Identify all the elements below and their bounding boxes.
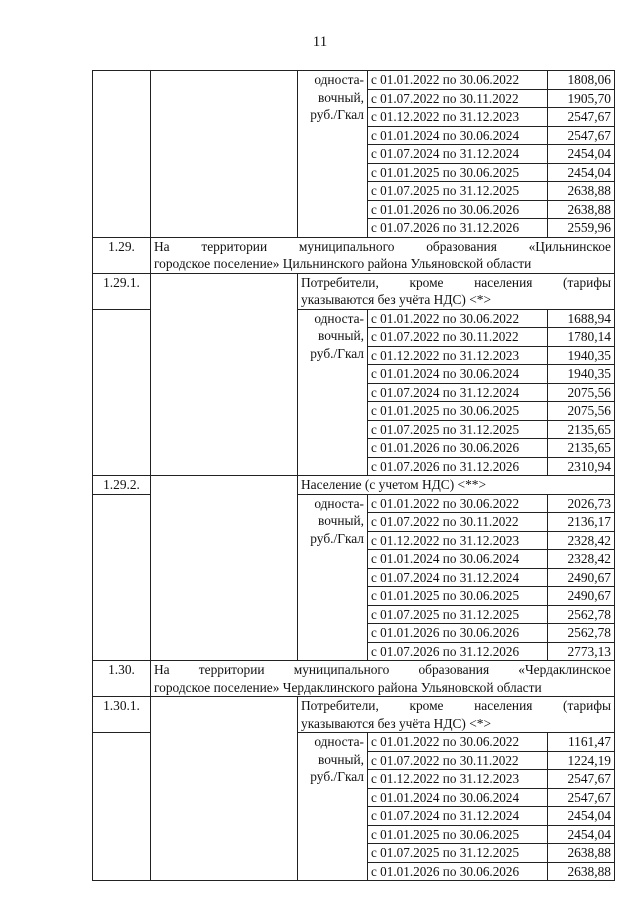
period-cell: с 01.07.2024 по 31.12.2024 — [368, 383, 548, 402]
tariff-value: 2454,04 — [548, 145, 615, 164]
tariff-row — [93, 71, 615, 90]
tariff-value: 1905,70 — [548, 89, 615, 108]
unit-label-line: вочный, — [318, 751, 364, 767]
unit-label-line: руб./Гкал — [310, 530, 364, 546]
consumer-cell — [298, 476, 615, 495]
tariff-value: 2562,78 — [548, 624, 615, 643]
period-cell: с 01.07.2026 по 31.12.2026 — [368, 457, 548, 476]
unit-label-line: руб./Гкал — [310, 345, 364, 361]
tariff-value: 2490,67 — [548, 568, 615, 587]
tariff-table-body — [93, 71, 615, 881]
period-cell: с 01.01.2026 по 30.06.2026 — [368, 624, 548, 643]
tariff-value: 2638,88 — [548, 200, 615, 219]
tariff-value: 1808,06 — [548, 71, 615, 90]
period-cell: с 01.01.2024 по 30.06.2024 — [368, 550, 548, 569]
period-cell: с 01.01.2025 по 30.06.2025 — [368, 825, 548, 844]
consumer-row — [93, 273, 615, 309]
unit-label-line: руб./Гкал — [310, 769, 364, 784]
consumer-line: Потребители, кроме населения (тарифы — [301, 274, 611, 290]
period-cell: с 01.07.2025 по 31.12.2025 — [368, 420, 548, 439]
period-cell: с 01.12.2022 по 31.12.2023 — [368, 108, 548, 127]
period-cell: с 01.07.2025 по 31.12.2025 — [368, 844, 548, 863]
empty-cell — [151, 476, 298, 661]
tariff-value: 1224,19 — [548, 751, 615, 770]
tariff-value: 2454,04 — [548, 163, 615, 182]
period-cell: с 01.07.2026 по 31.12.2026 — [368, 642, 548, 661]
unit-label-line: односта- — [314, 495, 364, 511]
item-number: 1.29.2. — [93, 476, 151, 495]
period-cell: с 01.12.2022 по 31.12.2023 — [368, 770, 548, 789]
consumer-cell — [298, 697, 615, 733]
tariff-value: 2547,67 — [548, 126, 615, 145]
tariff-value: 2135,65 — [548, 439, 615, 458]
tariff-value: 2562,78 — [548, 605, 615, 624]
tariff-value: 2310,94 — [548, 457, 615, 476]
consumer-cell — [298, 273, 615, 309]
tariff-value: 2328,42 — [548, 550, 615, 569]
period-cell: с 01.12.2022 по 31.12.2023 — [368, 531, 548, 550]
tariff-value: 2075,56 — [548, 383, 615, 402]
period-cell: с 01.01.2026 по 30.06.2026 — [368, 439, 548, 458]
consumer-row — [93, 697, 615, 733]
consumer-row — [93, 476, 615, 495]
tariff-table — [92, 70, 615, 881]
tariff-value: 2075,56 — [548, 402, 615, 421]
consumer-line: указываются без учёта НДС) <*> — [301, 715, 492, 731]
period-cell: с 01.07.2022 по 30.11.2022 — [368, 751, 548, 770]
period-cell: с 01.07.2022 по 30.11.2022 — [368, 513, 548, 532]
section-row — [93, 237, 615, 273]
tariff-value: 2328,42 — [548, 531, 615, 550]
unit-cell — [298, 733, 368, 881]
period-cell: с 01.01.2025 по 30.06.2025 — [368, 402, 548, 421]
period-cell: с 01.01.2025 по 30.06.2025 — [368, 163, 548, 182]
tariff-value: 2547,67 — [548, 788, 615, 807]
period-cell: с 01.07.2024 по 31.12.2024 — [368, 807, 548, 826]
tariff-value: 2490,67 — [548, 587, 615, 606]
item-number: 1.29.1. — [93, 273, 151, 309]
tariff-value: 2638,88 — [548, 182, 615, 201]
section-number: 1.30. — [93, 661, 151, 697]
consumer-line: Население (с учетом НДС) <**> — [301, 477, 487, 492]
item-number-cont — [93, 309, 151, 476]
consumer-line: Потребители, кроме населения (тарифы — [301, 698, 611, 713]
period-cell: с 01.07.2024 по 31.12.2024 — [368, 568, 548, 587]
period-cell: с 01.01.2026 по 30.06.2026 — [368, 862, 548, 881]
tariff-value: 1688,94 — [548, 309, 615, 328]
tariff-value: 1161,47 — [548, 733, 615, 752]
section-title-line: городское поселение» Чердаклинского района Ульяновской области — [154, 679, 542, 695]
period-cell: с 01.12.2022 по 31.12.2023 — [368, 346, 548, 365]
page-number: 11 — [312, 34, 328, 50]
unit-cell — [298, 494, 368, 661]
period-cell: с 01.01.2024 по 30.06.2024 — [368, 126, 548, 145]
unit-label-line: односта- — [314, 734, 364, 749]
period-cell: с 01.01.2022 по 30.06.2022 — [368, 494, 548, 513]
section-title-line: городское поселение» Цильнинского района Ульяновской области — [154, 256, 532, 271]
section-number: 1.29. — [93, 237, 151, 273]
tariff-value: 2547,67 — [548, 108, 615, 127]
tariff-value: 2454,04 — [548, 807, 615, 826]
tariff-value: 1940,35 — [548, 365, 615, 384]
period-cell: с 01.01.2022 по 30.06.2022 — [368, 309, 548, 328]
period-cell: с 01.01.2022 по 30.06.2022 — [368, 71, 548, 90]
unit-label-line: руб./Гкал — [310, 107, 364, 122]
section-row — [93, 661, 615, 697]
unit-label-line: вочный, — [318, 513, 364, 528]
item-number-cont — [93, 494, 151, 661]
section-title — [151, 661, 615, 697]
tariff-value: 2547,67 — [548, 770, 615, 789]
unit-cell — [298, 71, 368, 238]
unit-label-line: вочный, — [318, 89, 364, 105]
period-cell: с 01.07.2022 по 30.11.2022 — [368, 89, 548, 108]
period-cell: с 01.07.2026 по 31.12.2026 — [368, 219, 548, 238]
item-number — [93, 71, 151, 238]
section-title-line: На территории муниципального образования «Чердаклинское — [154, 662, 611, 677]
period-cell: с 01.01.2024 по 30.06.2024 — [368, 365, 548, 384]
period-cell: с 01.07.2022 по 30.11.2022 — [368, 328, 548, 347]
unit-cell — [298, 309, 368, 476]
tariff-value: 2559,96 — [548, 219, 615, 238]
item-number: 1.30.1. — [93, 697, 151, 733]
unit-label-line: вочный, — [318, 328, 364, 343]
empty-cell — [151, 71, 298, 238]
period-cell: с 01.07.2025 по 31.12.2025 — [368, 605, 548, 624]
period-cell: с 01.01.2024 по 30.06.2024 — [368, 788, 548, 807]
consumer-line: указываются без учёта НДС) <*> — [301, 292, 492, 307]
tariff-value: 1940,35 — [548, 346, 615, 365]
unit-label-line: односта- — [314, 310, 364, 326]
unit-label-line: односта- — [314, 72, 364, 87]
item-number-cont — [93, 733, 151, 881]
tariff-value: 2638,88 — [548, 862, 615, 881]
tariff-value: 2135,65 — [548, 420, 615, 439]
tariff-value: 2454,04 — [548, 825, 615, 844]
tariff-value: 2026,73 — [548, 494, 615, 513]
period-cell: с 01.01.2022 по 30.06.2022 — [368, 733, 548, 752]
tariff-value: 1780,14 — [548, 328, 615, 347]
section-title — [151, 237, 615, 273]
period-cell: с 01.07.2025 по 31.12.2025 — [368, 182, 548, 201]
section-title-line: На территории муниципального образования «Цильнинское — [154, 238, 611, 254]
period-cell: с 01.07.2024 по 31.12.2024 — [368, 145, 548, 164]
empty-cell — [151, 697, 298, 881]
tariff-value: 2773,13 — [548, 642, 615, 661]
tariff-value: 2638,88 — [548, 844, 615, 863]
empty-cell — [151, 273, 298, 476]
period-cell: с 01.01.2025 по 30.06.2025 — [368, 587, 548, 606]
period-cell: с 01.01.2026 по 30.06.2026 — [368, 200, 548, 219]
tariff-value: 2136,17 — [548, 513, 615, 532]
